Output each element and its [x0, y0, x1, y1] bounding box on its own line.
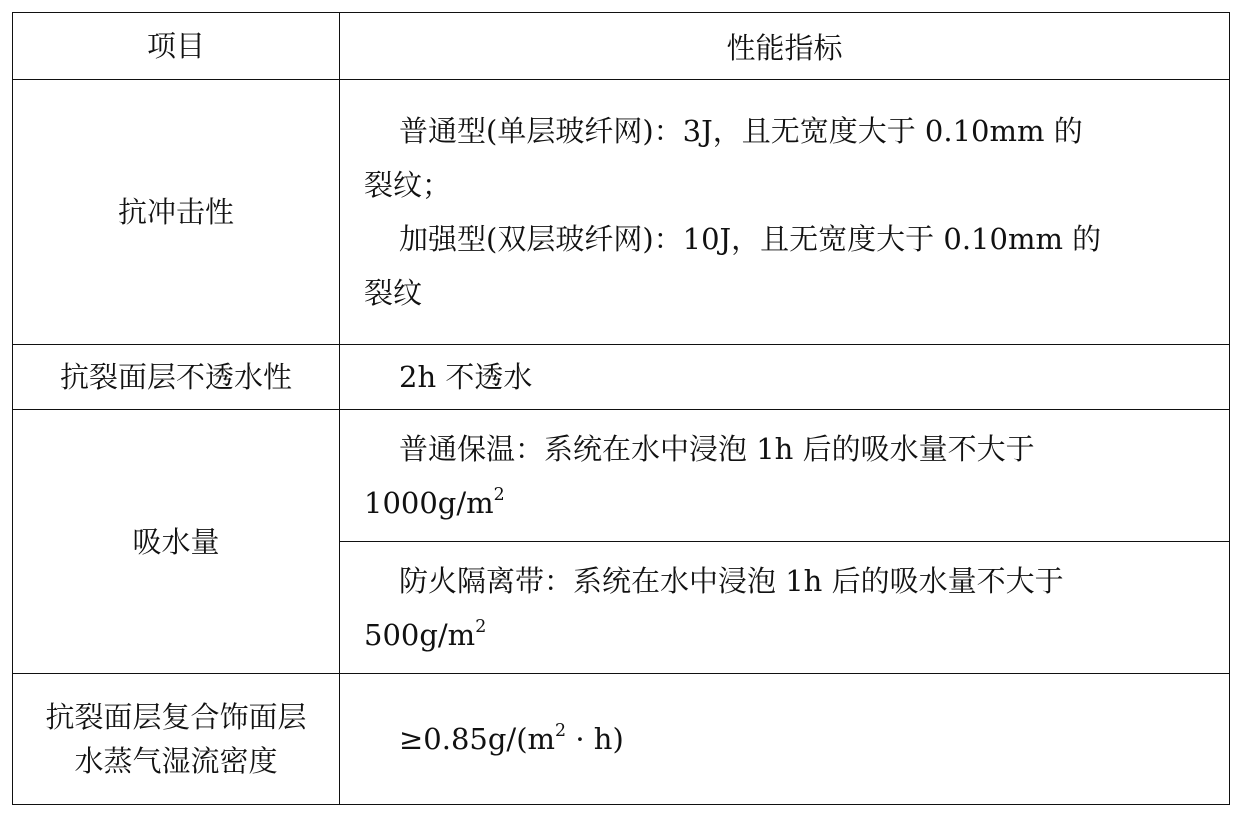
absorption-normal-cell	[340, 410, 1230, 542]
row-label-impact: 抗冲击性	[13, 80, 340, 345]
table-row	[13, 345, 1230, 410]
absorption-normal-number: 1000g/m	[364, 485, 494, 520]
row-label-absorption: 吸水量	[13, 410, 340, 674]
absorption-normal-value	[364, 476, 1207, 530]
impact-reinforced-line: 加强型(双层玻纤网)：10J，且无宽度大于 0.10mm 的	[399, 222, 1102, 256]
row-label-impermeability: 抗裂面层不透水性	[13, 345, 340, 410]
impact-reinforced-line-cont: 裂纹	[364, 276, 423, 310]
vapor-value-post: · h)	[566, 722, 624, 756]
table-row	[13, 410, 1230, 542]
row-label-vapor	[13, 674, 340, 805]
header-item: 项目	[13, 13, 340, 80]
absorption-normal-line: 普通保温：系统在水中浸泡 1h 后的吸水量不大于	[399, 431, 1035, 466]
absorption-fire-number: 500g/m	[364, 617, 476, 652]
absorption-fire-cell	[340, 542, 1230, 674]
vapor-value	[364, 712, 1207, 766]
vapor-label-line2: 水蒸气湿流密度	[74, 744, 278, 778]
impermeability-value-cell	[340, 345, 1230, 410]
vapor-value-pre: ≥0.85g/(m	[399, 722, 556, 756]
vapor-label-line1: 抗裂面层复合饰面层	[45, 700, 307, 734]
impact-value-cell	[340, 80, 1230, 345]
impermeability-value: 2h 不透水	[399, 360, 533, 394]
superscript: 2	[475, 616, 487, 637]
superscript: 2	[493, 484, 505, 505]
vapor-value-cell	[340, 674, 1230, 805]
table-row	[13, 80, 1230, 345]
table-header-row	[13, 13, 1230, 80]
absorption-fire-line: 防火隔离带：系统在水中浸泡 1h 后的吸水量不大于	[399, 563, 1064, 598]
impact-normal-line: 普通型(单层玻纤网)：3J，且无宽度大于 0.10mm 的	[399, 114, 1083, 148]
impact-normal-line-cont: 裂纹；	[364, 168, 452, 202]
performance-table	[12, 12, 1230, 805]
header-performance: 性能指标	[340, 13, 1230, 80]
superscript: 2	[555, 720, 567, 741]
absorption-fire-value	[364, 608, 1207, 662]
table-row	[13, 674, 1230, 805]
